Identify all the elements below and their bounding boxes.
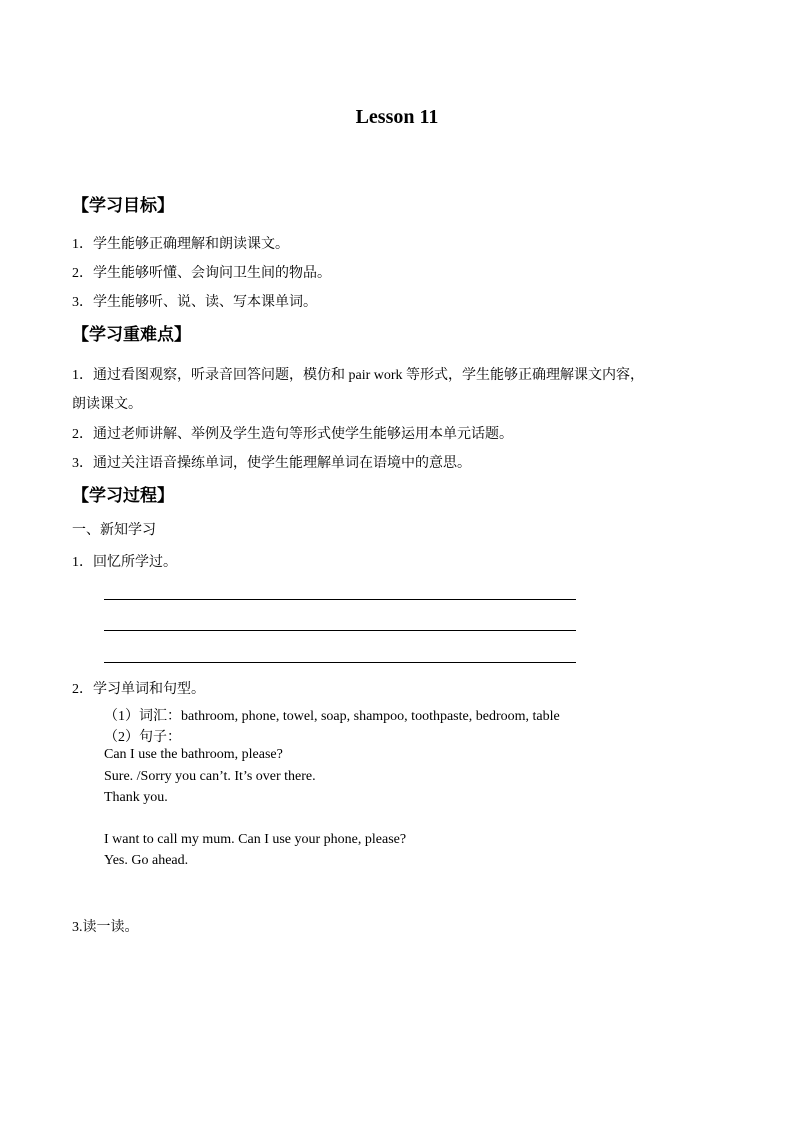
page-title: Lesson 11 <box>355 106 439 128</box>
sentences-label: （2）句子： <box>104 730 181 745</box>
sentence-line: Sure. /Sorry you can’t. It’s over there. <box>104 769 316 784</box>
sentence-line: Can I use the bathroom, please? <box>104 747 283 762</box>
sentence-line: Yes. Go ahead. <box>104 853 189 868</box>
step-title: 1．回忆所学过。 <box>72 555 177 570</box>
answer-line[interactable] <box>104 662 576 663</box>
section-title: 一、新知学习 <box>72 523 156 538</box>
sentence-line: Thank you. <box>104 790 168 805</box>
answer-line[interactable] <box>104 599 576 600</box>
goal-item: 3．学生能够听、说、读、写本课单词。 <box>72 295 317 310</box>
goal-item: 2．学生能够听懂、会询问卫生间的物品。 <box>72 266 331 281</box>
step-title: 3.读一读。 <box>72 920 139 935</box>
step-title: 2．学习单词和句型。 <box>72 682 205 697</box>
vocabulary-line: （1）词汇：bathroom, phone, towel, soap, shampoo, toothpaste, bedroom, table <box>104 709 560 724</box>
goal-item: 1．学生能够正确理解和朗读课文。 <box>72 237 289 252</box>
key-points-heading: 【学习重难点】 <box>72 325 191 344</box>
key-point-item: 朗读课文。 <box>72 397 142 412</box>
sentence-line: I want to call my mum. Can I use your phone, please? <box>104 832 407 847</box>
key-point-item: 3．通过关注语音操练单词，使学生能理解单词在语境中的意思。 <box>72 456 471 471</box>
answer-line[interactable] <box>104 630 576 631</box>
process-heading: 【学习过程】 <box>72 486 174 505</box>
key-point-item: 1．通过看图观察，听录音回答问题，模仿和 pair work 等形式，学生能够正确理解课文内容， <box>72 368 645 383</box>
key-point-item: 2．通过老师讲解、举例及学生造句等形式使学生能够运用本单元话题。 <box>72 427 513 442</box>
goals-heading: 【学习目标】 <box>72 196 174 215</box>
